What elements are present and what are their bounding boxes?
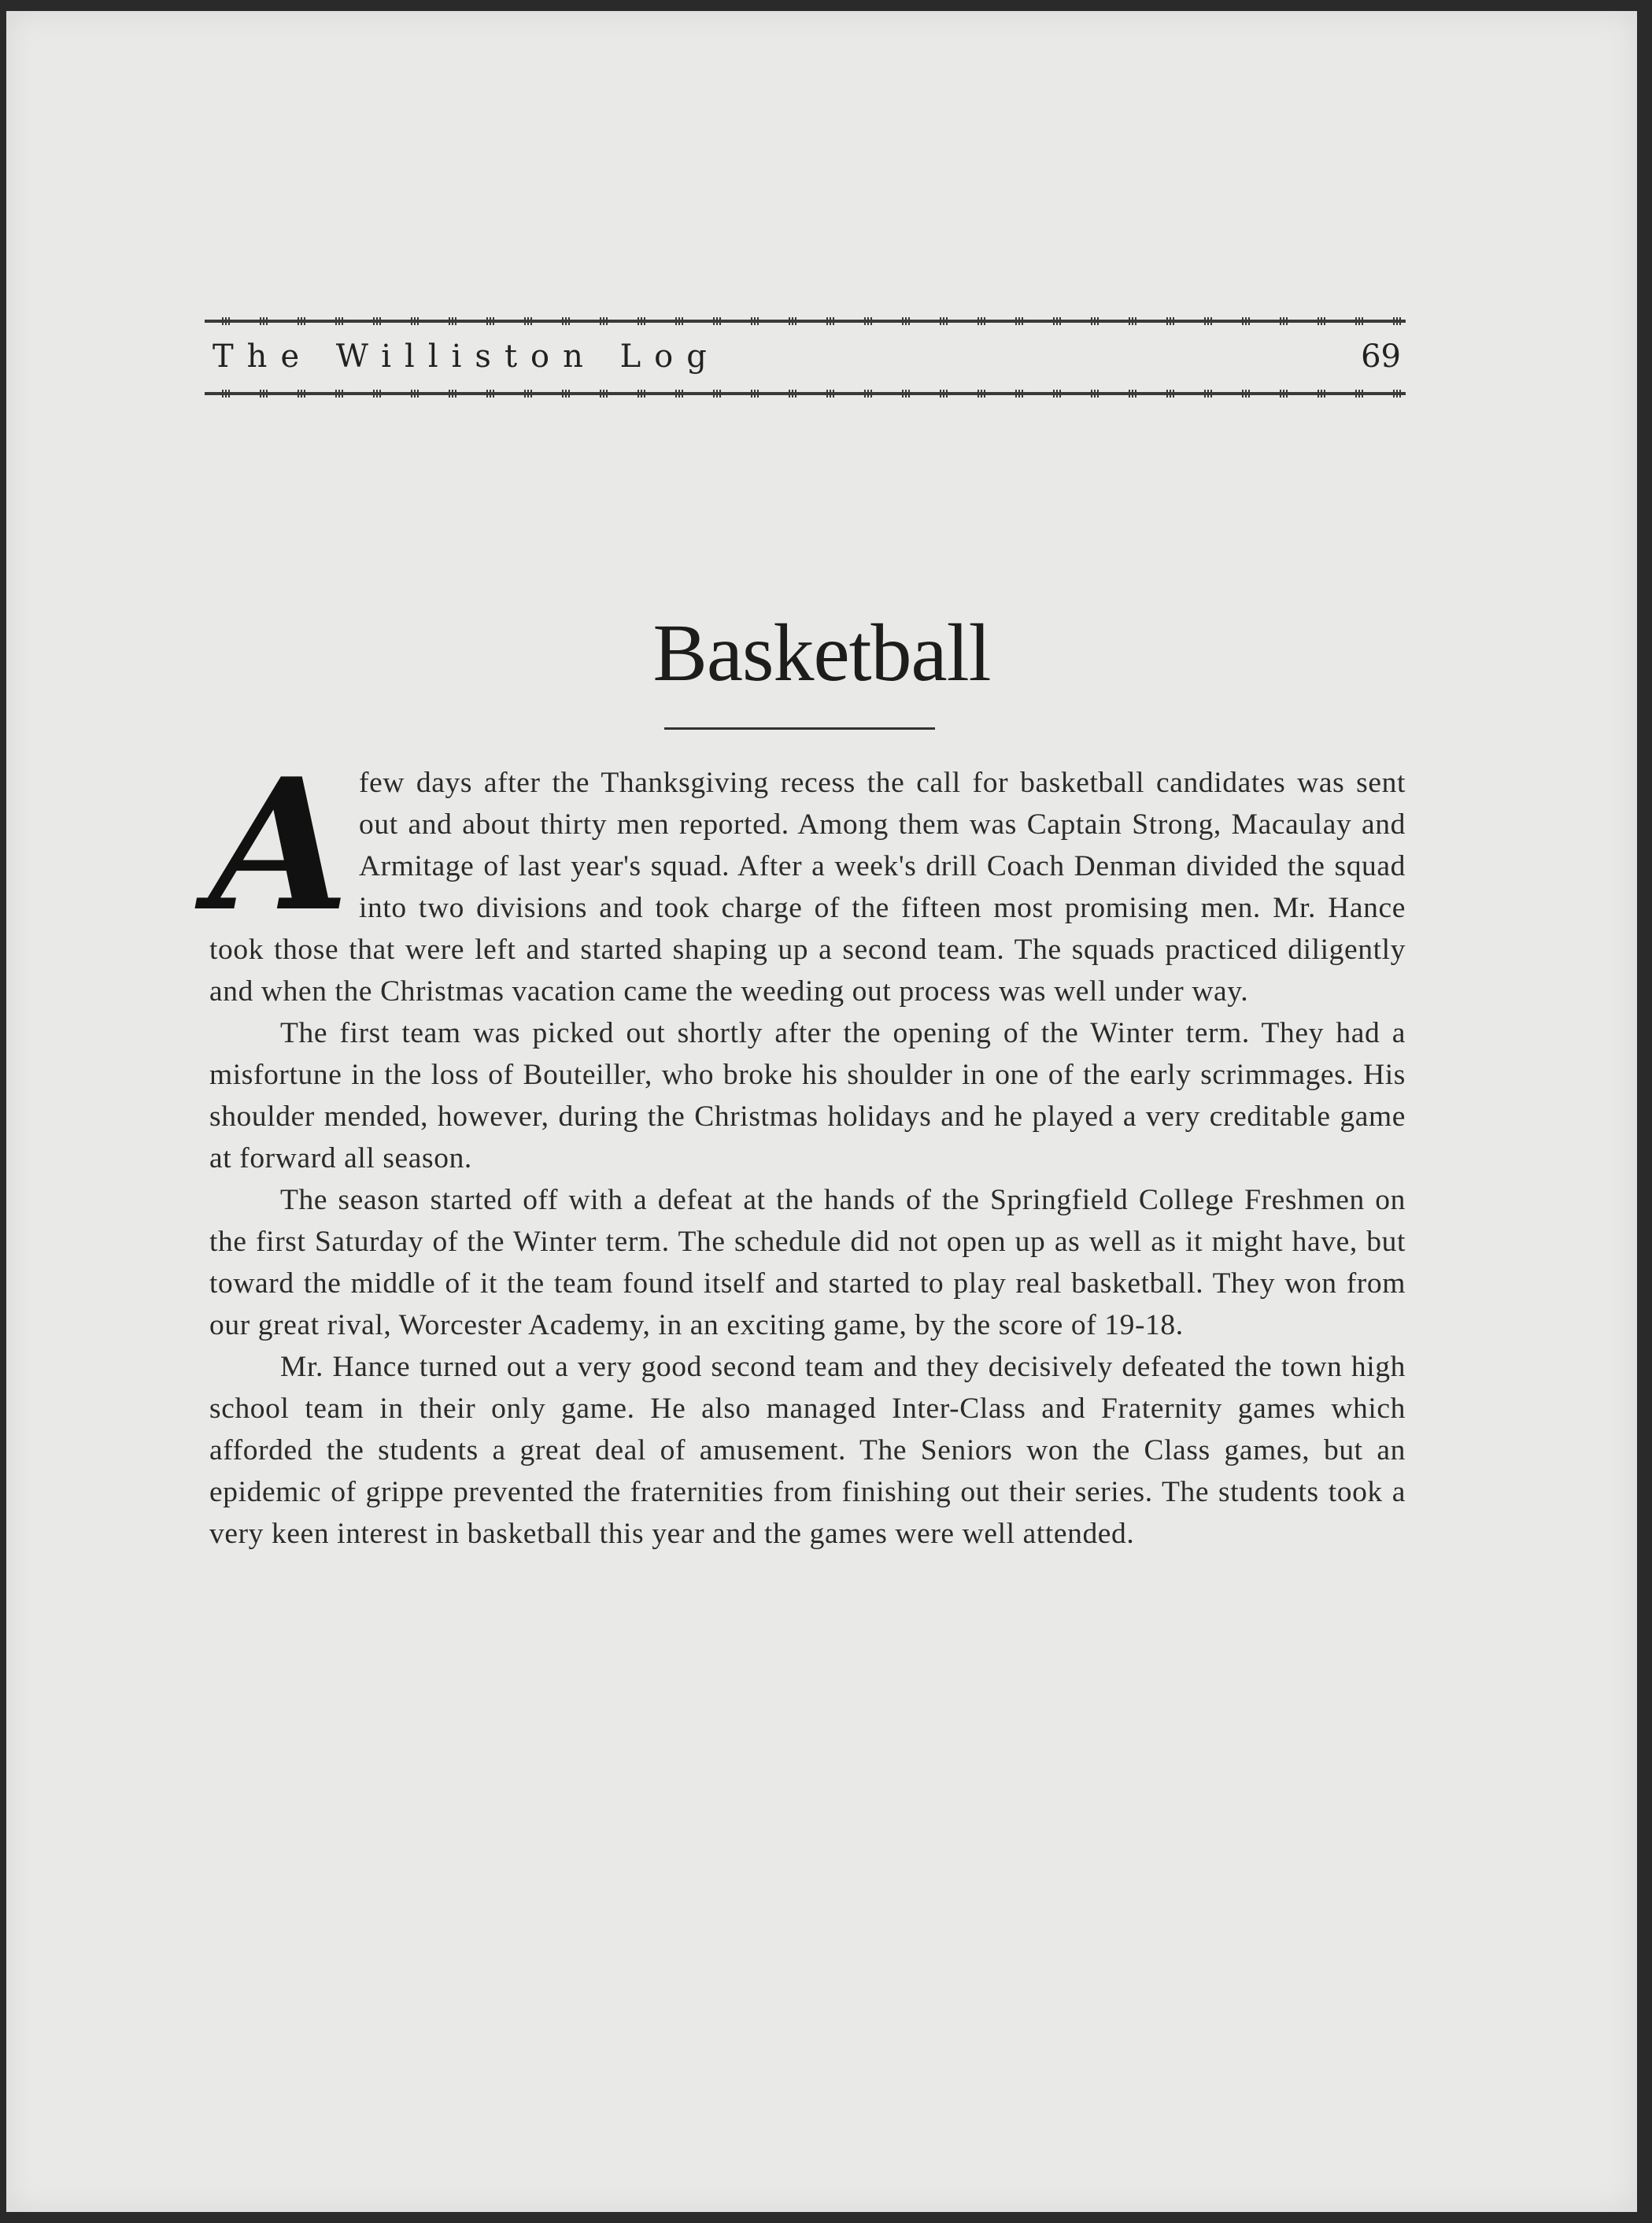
paragraph-3: The season started off with a defeat at the hands of the Springfield College Freshmen on the first Saturday of the Winter term. The schedule did not open up as well as it might have, but toward the middle of it the team found itself and started to play real basketball. They won from our great rival, Worcester Academy, in an exciting game, by the score of 19-18. (209, 1184, 1406, 1341)
header-bottom-rule (205, 387, 1406, 400)
paragraph-1 (209, 739, 1406, 1012)
running-header (205, 315, 1406, 400)
header-top-rule (205, 315, 1406, 327)
page (6, 11, 1637, 2212)
article-body (209, 739, 1406, 1555)
article-title: Basketball (652, 608, 991, 698)
journal-title: The Williston Log (213, 338, 720, 375)
paragraph-2: The first team was picked out shortly after the opening of the Winter term. They had a misfortune in the loss of Bouteiller, who broke his shoulder in one of the early scrimmages. His shoulder mended, however, during the Christmas holidays and he played a very creditable game at forward all season. (209, 1017, 1406, 1174)
header-row (205, 327, 1406, 387)
drop-cap: A (209, 739, 350, 952)
page-number: 69 (1361, 338, 1401, 375)
title-underline (664, 727, 935, 730)
paragraph-4: Mr. Hance turned out a very good second team and they decisively defeated the town high school team in their only game. He also managed Inter-Class and Fraternity games which afforded the students a great deal of amusement. The Seniors won the Class games, but an epidemic of grippe prevented the fraternities from finishing out their series. The students took a very keen interest in basketball this year and the games were well attended. (209, 1351, 1406, 1550)
paragraph-1-text: few days after the Thanksgiving recess the call for basketball candidates was sent out and about thirty men reported. Among them was Captain Strong, Macaulay and Armitage of last year's squad. After a week's drill Coach Denman divided the squad into two divisions and took charge of the fifteen most promising men. Mr. Hance took those that were left and started shaping up a second team. The squads practiced diligently and when the Christmas vacation came the weeding out process was well under way. (209, 767, 1406, 1008)
